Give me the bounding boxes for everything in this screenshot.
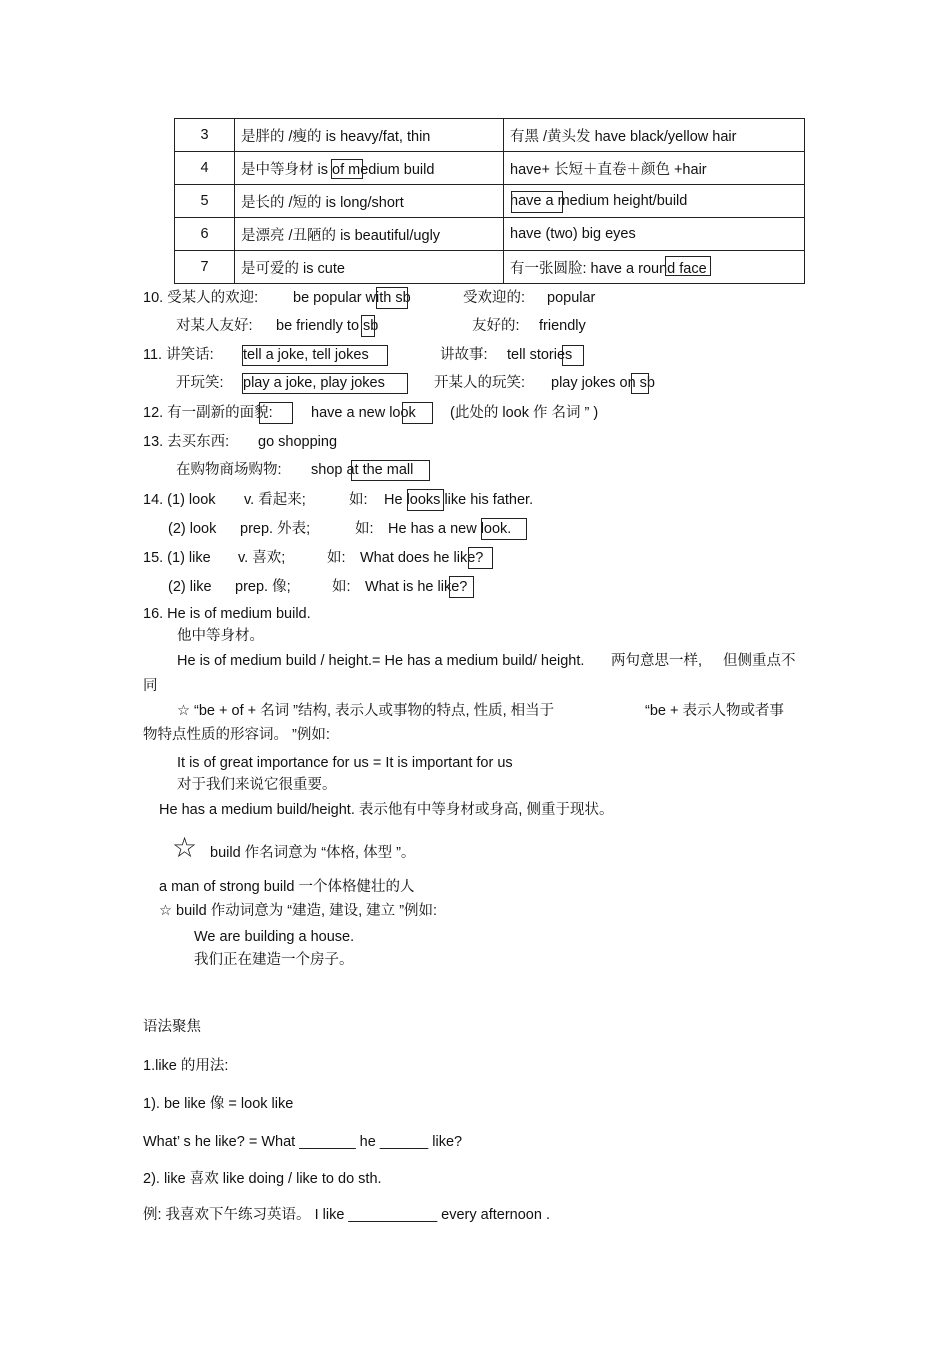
item-16-line14: 我们正在建造一个房子。: [194, 952, 354, 968]
item-14-eg: 如:: [349, 492, 368, 508]
item-16-line3c: 但侧重点不: [723, 653, 796, 669]
grammar-line-2: 1). be like 像 = look like: [143, 1096, 294, 1112]
highlight-box: [468, 547, 493, 569]
item-15-label2: (2) like: [168, 579, 212, 595]
item-15-label: 15. (1) like: [143, 550, 211, 566]
item-14-eg2: 如:: [355, 521, 374, 537]
highlight-box: [449, 576, 474, 598]
item-16-line10: build 作名词意为 “体格, 体型 ”。: [210, 845, 416, 861]
item-16-line7: It is of great importance for us = It is important for us: [177, 755, 513, 771]
item-16-line13: We are building a house.: [194, 929, 355, 945]
item-14-example: He looks like his father.: [384, 492, 534, 508]
table-row: [175, 152, 805, 185]
item-14-example2: He has a new look.: [388, 521, 512, 537]
item-11-zh2: 讲故事:: [440, 347, 488, 363]
item-14-pos2: prep. 外表;: [240, 521, 311, 537]
item-11-en3: play a joke, play jokes: [243, 375, 385, 391]
item-11-en4: play jokes on sb: [551, 375, 655, 391]
item-16-line5: ☆ “be + of + 名词 ”结构, 表示人或事物的特点, 性质, 相当于: [177, 703, 555, 719]
item-15-example: What does he like?: [360, 550, 484, 566]
item-10-zh2: 受欢迎的:: [463, 290, 526, 306]
row-left-cell: 是可爱的 is cute: [235, 251, 504, 284]
row-number: 3: [175, 119, 235, 152]
item-16-line5b: “be + 表示人物或者事: [645, 703, 784, 719]
item-14-label2: (2) look: [168, 521, 217, 537]
highlight-box: [511, 191, 563, 213]
highlight-box: [402, 402, 433, 424]
row-number: 4: [175, 152, 235, 185]
highlight-box: [665, 256, 711, 276]
item-15-pos: v. 喜欢;: [238, 550, 286, 566]
item-12-label: 12. 有一副新的面貌:: [143, 405, 273, 421]
highlight-box: [242, 345, 388, 366]
item-15-example2: What is he like?: [365, 579, 468, 595]
highlight-box: [631, 373, 649, 394]
item-12-phrase: have a new look: [311, 405, 416, 421]
grammar-line-1: 1.like 的用法:: [143, 1058, 229, 1074]
item-16-line4: 同: [143, 678, 158, 694]
highlight-box: [331, 159, 363, 179]
item-16-line12: ☆ build 作动词意为 “建造, 建设, 建立 ”例如:: [159, 903, 438, 919]
item-13-zh2: 在购物商场购物:: [176, 462, 282, 478]
table-row: [175, 218, 805, 251]
item-12-note: (此处的 look 作 名词 ” ): [450, 405, 599, 421]
row-right-cell: have+ 长短＋直卷＋颜色 +hair: [504, 152, 805, 185]
item-16-line11: a man of strong build 一个体格健壮的人: [159, 879, 415, 895]
highlight-box: [259, 402, 293, 424]
grammar-line-3: What’ s he like? = What _______ he ______ like?: [143, 1134, 463, 1150]
highlight-box: [361, 315, 375, 337]
row-left-cell: 是漂亮 /丑陋的 is beautiful/ugly: [235, 218, 504, 251]
row-right-cell: 有一张圆脸: have a round face: [504, 251, 805, 284]
item-14-pos: v. 看起来;: [244, 492, 306, 508]
row-left-cell: 是中等身材 is of medium build: [235, 152, 504, 185]
row-number: 5: [175, 185, 235, 218]
item-11-zh4: 开某人的玩笑:: [434, 375, 526, 391]
item-10-en2: popular: [547, 290, 596, 306]
item-11-en2: tell stories: [507, 347, 573, 363]
highlight-box: [242, 373, 408, 394]
row-right-cell: have (two) big eyes: [504, 218, 805, 251]
row-right-cell: 有黑 /黄头发 have black/yellow hair: [504, 119, 805, 152]
grammar-line-5: 例: 我喜欢下午练习英语。 I like ___________ every afternoon .: [143, 1207, 550, 1223]
item-10-en3: be friendly to sb: [276, 318, 379, 334]
item-15-eg2: 如:: [332, 579, 351, 595]
item-16-line9: He has a medium build/height. 表示他有中等身材或身高, 侧重于现状。: [159, 802, 614, 818]
item-16-label: 16. He is of medium build.: [143, 606, 311, 622]
table-row: [175, 119, 805, 152]
item-16-line8: 对于我们来说它很重要。: [177, 777, 337, 793]
item-16-line6: 物特点性质的形容词。 ”例如:: [143, 727, 330, 743]
item-14-label: 14. (1) look: [143, 492, 216, 508]
table-row: [175, 185, 805, 218]
item-13-phrase: go shopping: [258, 434, 338, 450]
highlight-box: [562, 345, 584, 366]
item-15-pos2: prep. 像;: [235, 579, 291, 595]
highlight-box: [481, 518, 527, 540]
item-15-eg: 如:: [327, 550, 346, 566]
highlight-box: [407, 489, 444, 511]
item-11-zh3: 开玩笑:: [176, 375, 224, 391]
item-13-label: 13. 去买东西:: [143, 434, 230, 450]
item-11-label: 11. 讲笑话:: [143, 347, 214, 363]
item-13-en2: shop at the mall: [311, 462, 414, 478]
grammar-line-4: 2). like 喜欢 like doing / like to do sth.: [143, 1171, 382, 1187]
item-11-phrase: tell a joke, tell jokes: [243, 347, 369, 363]
item-10-label: 10. 受某人的欢迎:: [143, 290, 259, 306]
row-left-cell: 是胖的 /瘦的 is heavy/fat, thin: [235, 119, 504, 152]
item-10-zh3: 对某人友好:: [176, 318, 253, 334]
grammar-title: 语法聚焦: [143, 1019, 201, 1035]
row-number: 7: [175, 251, 235, 284]
item-16-line3b: 两句意思一样,: [611, 653, 703, 669]
row-left-cell: 是长的 /短的 is long/short: [235, 185, 504, 218]
star-icon: ☆: [172, 832, 198, 863]
highlight-box: [376, 287, 408, 309]
item-10-en4: friendly: [539, 318, 586, 334]
item-10-zh4: 友好的:: [472, 318, 520, 334]
highlight-box: [351, 460, 430, 481]
row-number: 6: [175, 218, 235, 251]
row-right-cell: have a medium height/build: [504, 185, 805, 218]
item-16-zh: 他中等身材。: [177, 628, 264, 644]
item-10-phrase: be popular with sb: [293, 290, 411, 306]
item-16-line3: He is of medium build / height.= He has a medium build/ height.: [177, 653, 585, 669]
